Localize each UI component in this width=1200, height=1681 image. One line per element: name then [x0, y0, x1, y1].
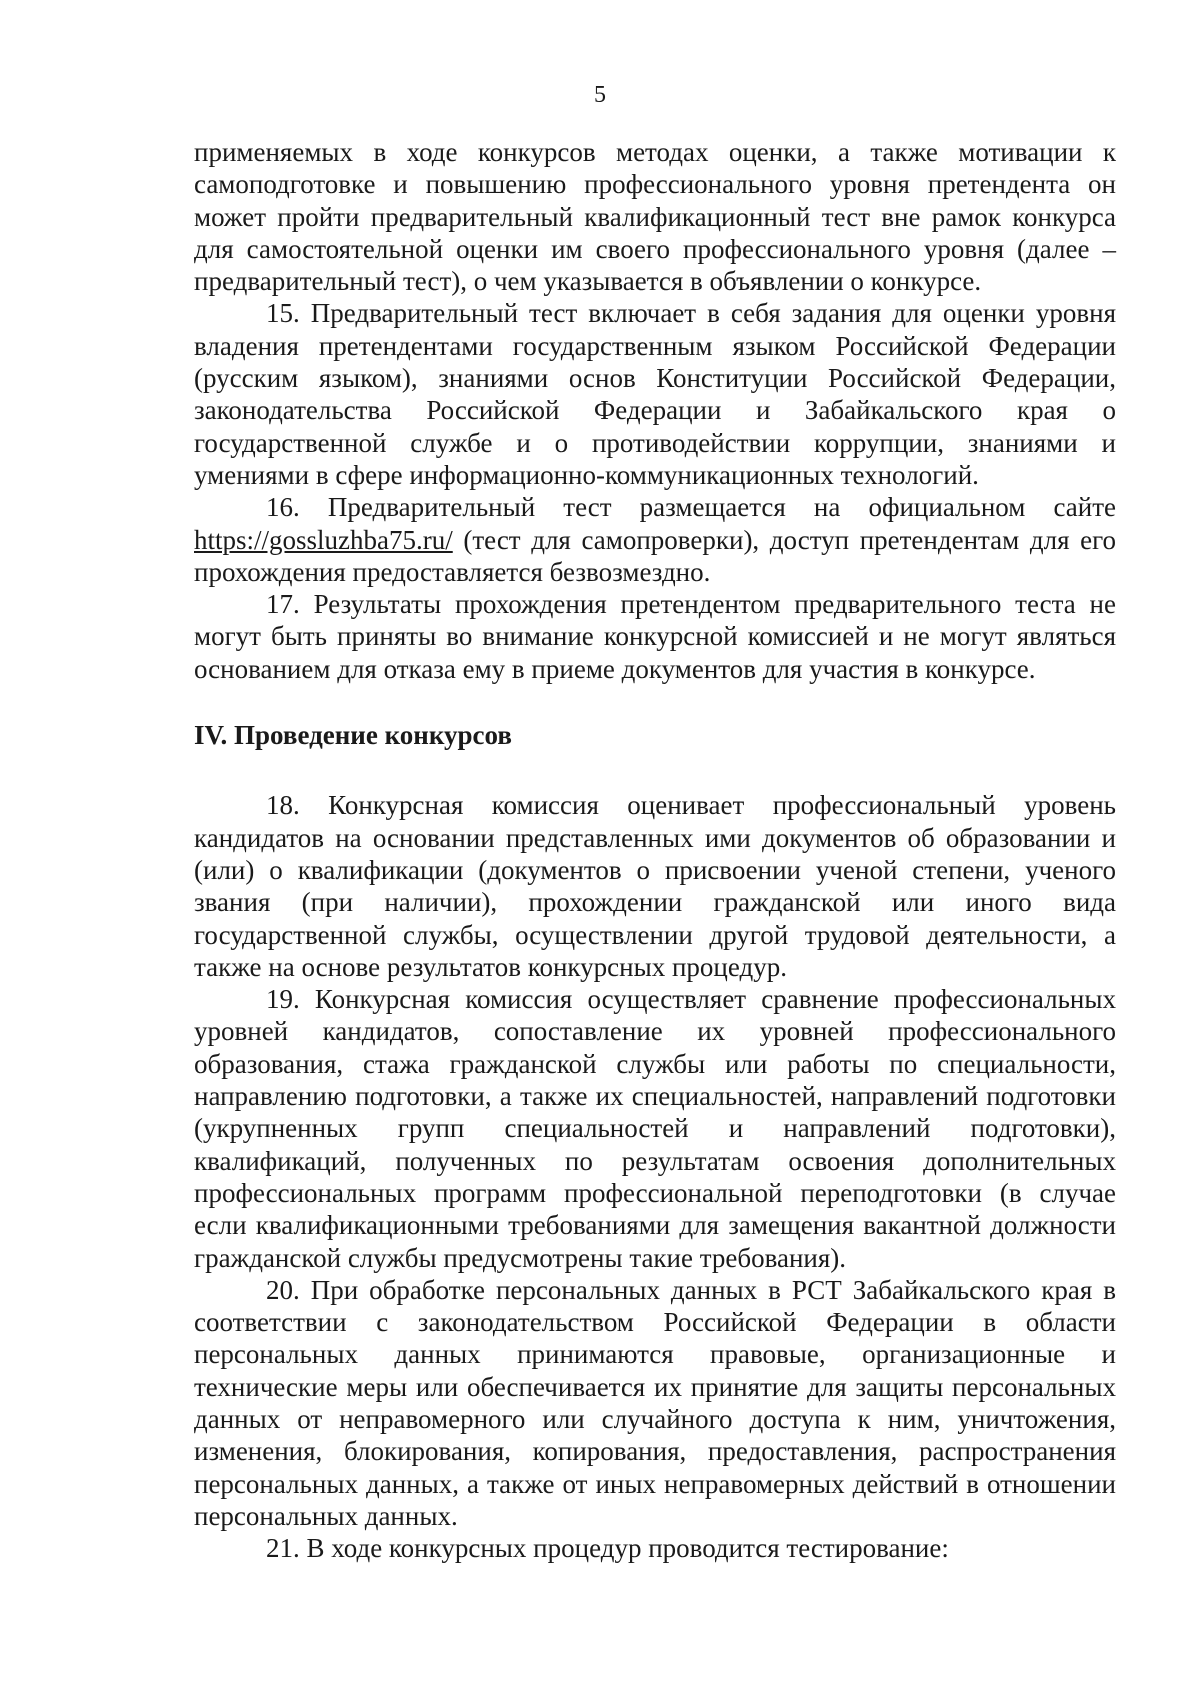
page-number: 5 — [594, 82, 606, 108]
paragraph-18: 18. Конкурсная комиссия оценивает профессиональный уровень кандидатов на основании представленных ими документов об образовании и (или) о квалификации (документов о присвоении ученой степени, ученого звания (при наличии), прохождении гражданской или иного вида государственной службы, осуществлении другой трудовой деятельности, а также на основе результатов конкурсных процедур. — [194, 790, 1116, 982]
paragraph-19: 19. Конкурсная комиссия осуществляет сравнение профессиональных уровней кандидатов, сопоставление их уровней профессионального образования, стажа гражданской службы или работы по специальности, направлению подготовки, а также их специальностей, направлений подготовки (укрупненных групп специальностей и направлений подготовки), квалификаций, полученных по результатам освоения дополнительных профессиональных программ профессиональной переподготовки (в случае если квалификационными требованиями для замещения вакантной должности гражданской службы предусмотрены такие требования). — [194, 984, 1116, 1273]
paragraph-16-text-end: (тест для самопроверки), доступ претендентам для его прохождения предоставляется безвозмездно. — [194, 524, 1116, 587]
website-link[interactable]: https://gossluzhba75.ru/ — [194, 524, 453, 555]
paragraph-16-text-start: 16. Предварительный тест размещается на официальном сайте — [266, 492, 1116, 523]
paragraph-21: 21. В ходе конкурсных процедур проводится тестирование: — [266, 1533, 949, 1564]
paragraph-continuation: применяемых в ходе конкурсов методах оценки, а также мотивации к самоподготовке и повышению профессионального уровня претендента он может пройти предварительный квалификационный тест вне рамок конкурса для самостоятельной оценки им своего профессионального уровня (далее – предварительный тест), о чем указывается в объявлении о конкурсе. — [194, 137, 1116, 297]
section-heading: IV. Проведение конкурсов — [194, 720, 512, 751]
paragraph-20: 20. При обработке персональных данных в РСТ Забайкальского края в соответствии с законодательством Российской Федерации в области персональных данных принимаются правовые, организационные и технические меры или обеспечивается их принятие для защиты персональных данных от неправомерного или случайного доступа к ним, уничтожения, изменения, блокирования, копирования, предоставления, распространения персональных данных, а также от иных неправомерных действий в отношении персональных данных. — [194, 1274, 1116, 1531]
paragraph-17: 17. Результаты прохождения претендентом предварительного теста не могут быть приняты во внимание конкурсной комиссией и не могут являться основанием для отказа ему в приеме документов для участия в конкурсе. — [194, 589, 1116, 684]
document-body — [194, 136, 1116, 1564]
paragraph-16 — [194, 491, 1116, 588]
paragraph-15: 15. Предварительный тест включает в себя задания для оценки уровня владения претендентами государственным языком Российской Федерации (русским языком), знаниями основ Конституции Российской Федерации, законодательства Российской Федерации и Забайкальского края о государственной службе и о противодействии коррупции, знаниями и умениями в сфере информационно-коммуникационных технологий. — [194, 298, 1116, 490]
